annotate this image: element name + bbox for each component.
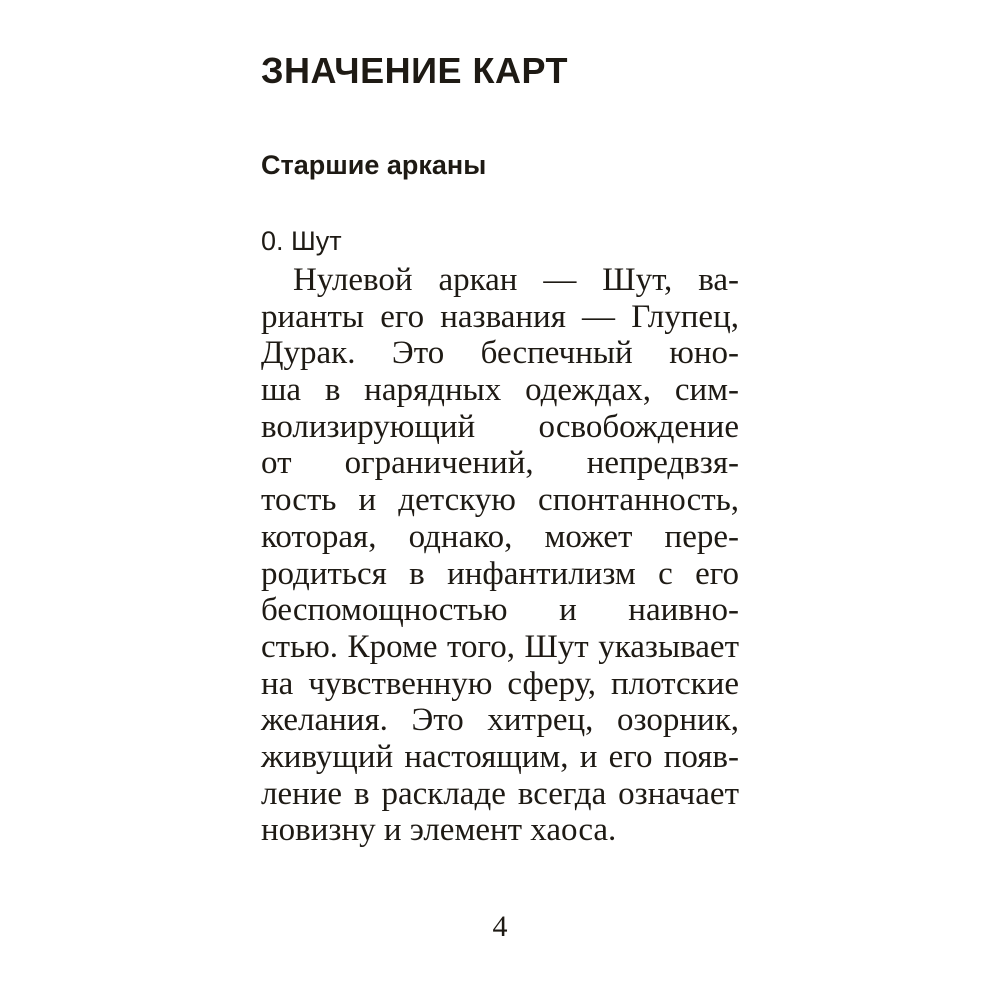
text-line: ша в нарядных одеждах, сим- — [261, 372, 739, 409]
text-line: тость и детскую спонтанность, — [261, 482, 739, 519]
text-line: рианты его названия — Глупец, — [261, 298, 739, 335]
section-heading: Старшие арканы — [261, 150, 487, 180]
text-line: Дурак. Это беспечный юно- — [261, 335, 739, 372]
text-line: которая, однако, может пере- — [261, 518, 739, 555]
text-line: Нулевой аркан — Шут, ва- — [293, 262, 739, 298]
text-line: живущий настоящим, и его появ- — [261, 738, 739, 775]
text-line: волизирующий освобождение — [261, 408, 739, 445]
text-line: стью. Кроме того, Шут указывает — [261, 628, 739, 665]
text-line: от ограничений, непредвзя- — [261, 445, 739, 482]
text-line: новизну и элемент хаоса. — [261, 812, 617, 849]
text-line: ление в раскладе всегда означает — [261, 775, 739, 812]
card-description — [261, 262, 739, 849]
text-line: желания. Это хитрец, озорник, — [261, 702, 739, 739]
page-title: ЗНАЧЕНИЕ КАРТ — [261, 50, 568, 91]
text-line: родиться в инфантилизм с его — [261, 555, 739, 592]
card-title: 0. Шут — [261, 226, 342, 256]
text-line: на чувственную сферу, плотские — [261, 665, 739, 702]
text-line: беспомощностью и наивно- — [261, 592, 739, 629]
page-number: 4 — [492, 910, 508, 943]
book-page — [261, 0, 739, 1000]
